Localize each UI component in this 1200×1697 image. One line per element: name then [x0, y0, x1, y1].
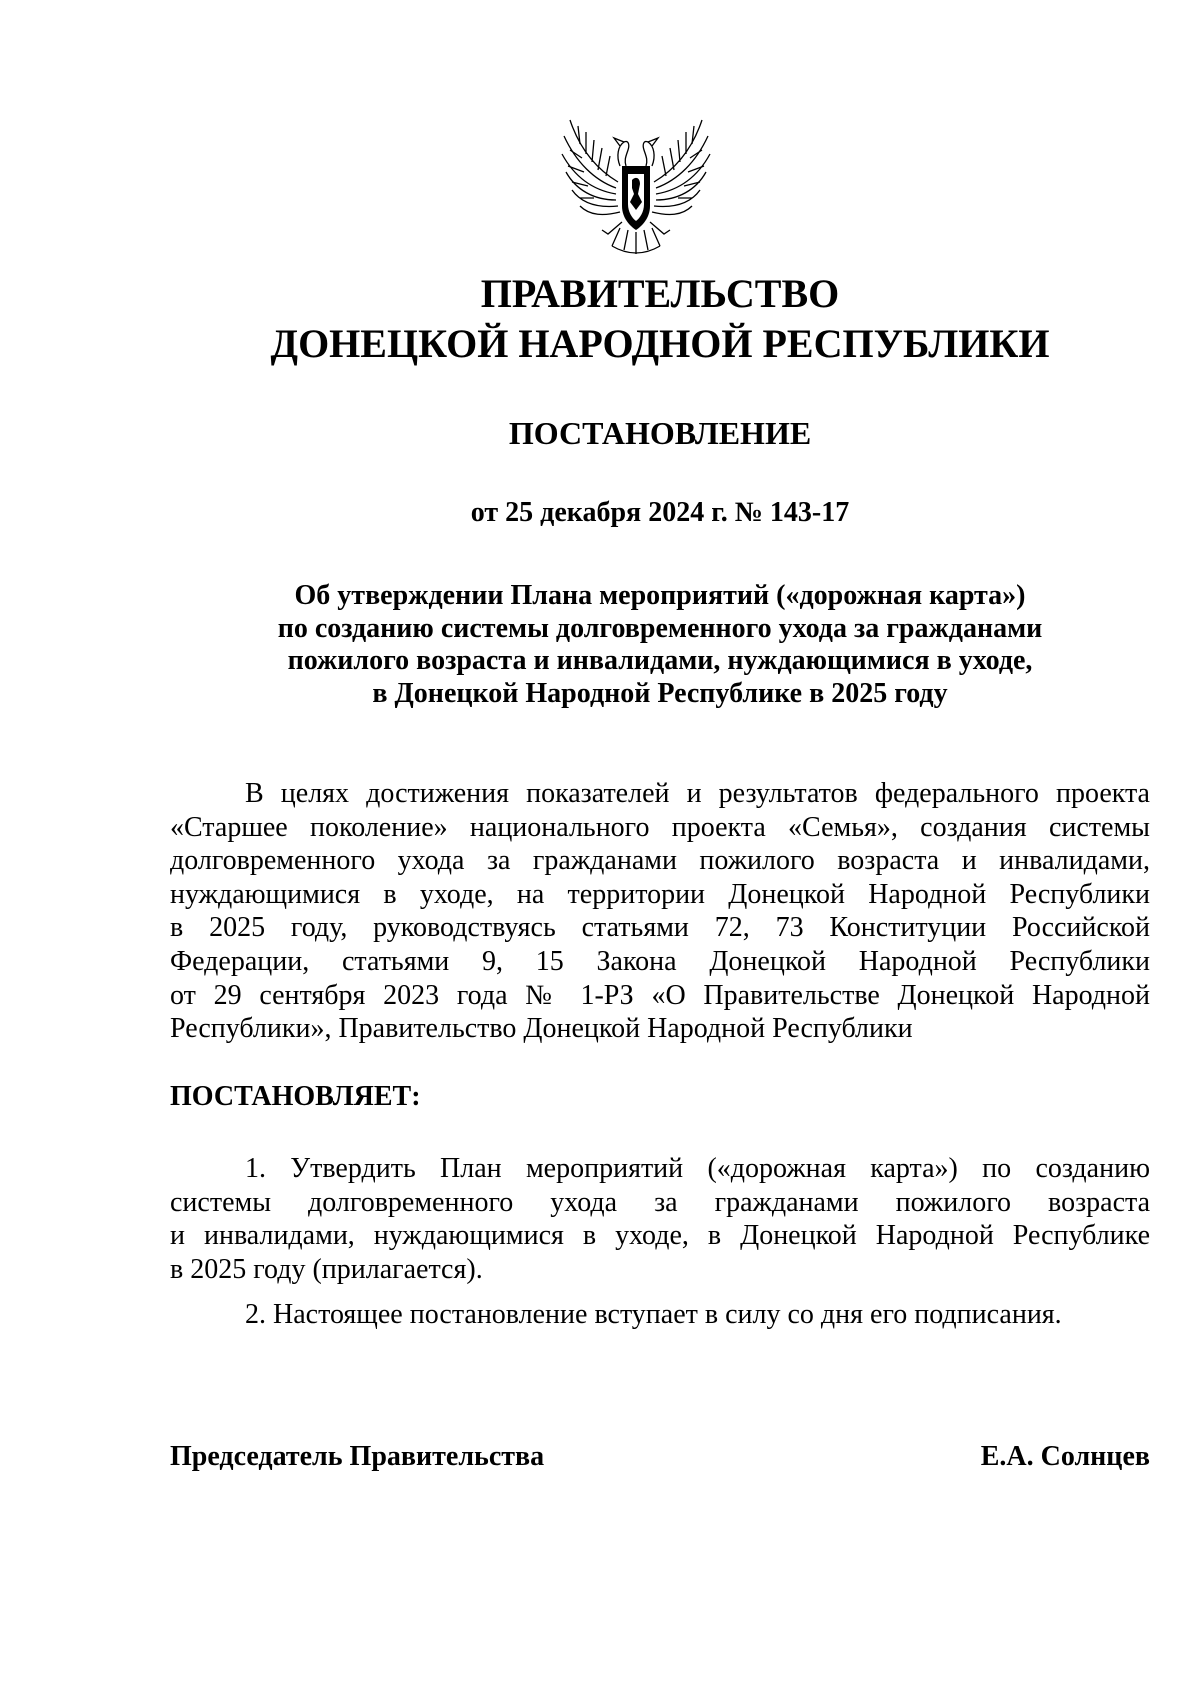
preamble-line: от 29 сентября 2023 года № 1-РЗ «О Правительстве Донецкой Народной — [170, 979, 1150, 1011]
coat-of-arms-icon — [558, 110, 714, 260]
document-date-number: от 25 декабря 2024 г. № 143-17 — [470, 497, 850, 528]
preamble-line: В целях достижения показателей и результатов федерального проекта — [245, 778, 1150, 809]
organization-name-line-1: ПРАВИТЕЛЬСТВО — [480, 271, 840, 316]
item-line: в 2025 году (прилагается). — [170, 1253, 483, 1285]
organization-name-line-2: ДОНЕЦКОЙ НАРОДНОЙ РЕСПУБЛИКИ — [270, 321, 1050, 366]
preamble-line: Республики», Правительство Донецкой Народной Республики — [170, 1013, 913, 1045]
item-line: системы долговременного ухода за гражданами пожилого возраста — [170, 1186, 1150, 1218]
preamble-line: нуждающимися в уходе, на территории Донецкой Народной Республики — [170, 878, 1150, 910]
preamble-line: в 2025 году, руководствуясь статьями 72, 73 Конституции Российской — [170, 912, 1150, 944]
preamble-line: Федерации, статьями 9, 15 Закона Донецкой Народной Республики — [170, 945, 1150, 977]
decree-word: ПОСТАНОВЛЯЕТ: — [170, 1081, 421, 1112]
title-line: по созданию системы долговременного ухода за гражданами — [277, 612, 1043, 644]
item-line: 2. Настоящее постановление вступает в силу со дня его подписания. — [245, 1299, 1062, 1330]
title-line: в Донецкой Народной Республике в 2025 году — [372, 677, 948, 709]
preamble-line: «Старшее поколение» национального проекта «Семья», создания системы — [170, 811, 1150, 843]
document-type: ПОСТАНОВЛЕНИЕ — [508, 415, 812, 451]
signatory-position: Председатель Правительства — [170, 1441, 545, 1472]
item-line: 1. Утвердить План мероприятий («дорожная карта») по созданию — [245, 1153, 1150, 1184]
title-line: Об утверждении Плана мероприятий («дорожная карта») — [294, 580, 1026, 611]
decree-item-2 — [170, 1298, 1150, 1332]
preamble-line: долговременного ухода за гражданами пожилого возраста и инвалидами, — [170, 845, 1150, 877]
item-line: и инвалидами, нуждающимися в уходе, в Донецкой Народной Республике — [170, 1220, 1150, 1252]
signatory-name: Е.А. Солнцев — [980, 1441, 1150, 1472]
title-line: пожилого возраста и инвалидами, нуждающимися в уходе, — [287, 645, 1033, 676]
decree-item-1 — [170, 1152, 1150, 1286]
preamble-paragraph — [170, 777, 1150, 1046]
document-title — [170, 580, 1150, 710]
